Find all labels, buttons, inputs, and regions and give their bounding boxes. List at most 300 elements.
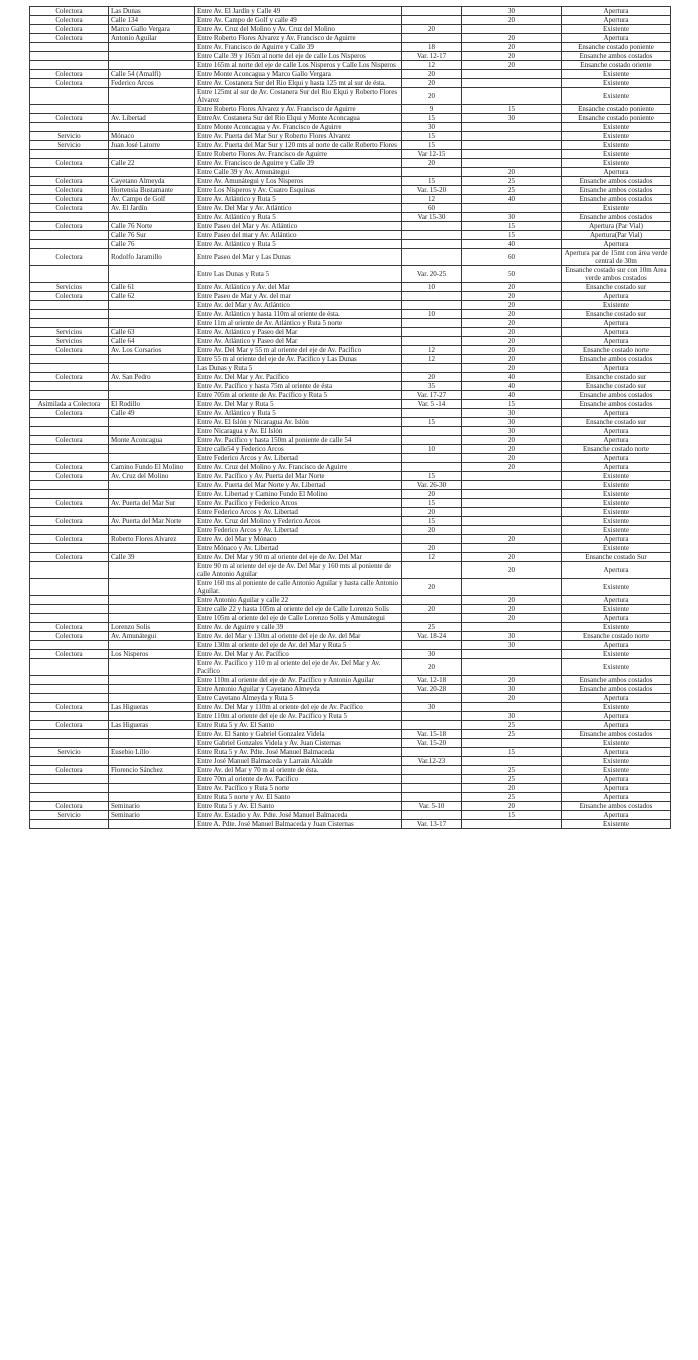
projected-width-cell: 25 — [462, 766, 562, 775]
category-cell — [30, 712, 109, 721]
category-cell: Colectora — [30, 70, 109, 79]
projected-width-cell: 20 — [462, 694, 562, 703]
street-name-cell: Seminario — [109, 802, 195, 811]
category-cell: Colectora — [30, 7, 109, 16]
projected-width-cell — [462, 757, 562, 766]
table-row — [30, 7, 671, 16]
street-name-cell — [109, 757, 195, 766]
table-row — [30, 596, 671, 605]
category-cell — [30, 364, 109, 373]
segment-cell: Entre Av. Atlántico y hasta 110m al oriente de ésta. — [195, 310, 402, 319]
table-row — [30, 659, 671, 676]
category-cell — [30, 641, 109, 650]
table-row — [30, 605, 671, 614]
projected-width-cell: 20 — [462, 283, 562, 292]
category-cell: Colectora — [30, 463, 109, 472]
street-name-cell: Los Nisperos — [109, 650, 195, 659]
status-cell: Existente — [562, 739, 671, 748]
table-row — [30, 346, 671, 355]
segment-cell: Entre Av. Atlántico y Av. del Mar — [195, 283, 402, 292]
current-width-cell — [402, 427, 462, 436]
category-cell — [30, 301, 109, 310]
current-width-cell: 25 — [402, 623, 462, 632]
table-row — [30, 364, 671, 373]
current-width-cell: 20 — [402, 25, 462, 34]
table-row — [30, 463, 671, 472]
table-row — [30, 186, 671, 195]
street-name-cell — [109, 168, 195, 177]
segment-cell: Entre Av. Pacífico y Ruta 5 norte — [195, 784, 402, 793]
segment-cell: Entre Av. Amunátegui y Los Nisperos — [195, 177, 402, 186]
table-row — [30, 195, 671, 204]
projected-width-cell: 30 — [462, 632, 562, 641]
projected-width-cell: 20 — [462, 168, 562, 177]
table-row — [30, 382, 671, 391]
street-name-cell — [109, 427, 195, 436]
segment-cell: Entre Av. Pacífico y Av. Puerta del Mar Norte — [195, 472, 402, 481]
projected-width-cell: 20 — [462, 605, 562, 614]
category-cell — [30, 213, 109, 222]
current-width-cell — [402, 168, 462, 177]
street-name-cell: Hortensia Bustamante — [109, 186, 195, 195]
projected-width-cell: 20 — [462, 562, 562, 579]
status-cell: Apertura — [562, 811, 671, 820]
category-cell — [30, 240, 109, 249]
table-row — [30, 61, 671, 70]
street-name-cell — [109, 382, 195, 391]
street-name-cell — [109, 445, 195, 454]
segment-cell: Entre Av. Atlántico y Ruta 5 — [195, 409, 402, 418]
segment-cell: Entre 125mt al sur de Av. Costanera Sur del Rio Elqui y Roberto Flores Álvarez — [195, 88, 402, 105]
segment-cell: Entre 705m al oriente de Av. Pacífico y Ruta 5 — [195, 391, 402, 400]
segment-cell: Entre Ruta 5 y Av. El Santo — [195, 802, 402, 811]
table-row — [30, 436, 671, 445]
status-cell: Apertura — [562, 328, 671, 337]
status-cell: Existente — [562, 79, 671, 88]
status-cell: Existente — [562, 605, 671, 614]
table-row — [30, 445, 671, 454]
street-name-cell: Av. Cruz del Molino — [109, 472, 195, 481]
segment-cell: Entre Av. Atlántico y Ruta 5 — [195, 213, 402, 222]
status-cell: Existente — [562, 481, 671, 490]
current-width-cell — [402, 240, 462, 249]
segment-cell: Entre Federico Arcos y Av. Libertad — [195, 454, 402, 463]
category-cell — [30, 454, 109, 463]
category-cell: Colectora — [30, 186, 109, 195]
street-name-cell — [109, 355, 195, 364]
segment-cell: Entre Av. Cruz del Molino y Federico Arcos — [195, 517, 402, 526]
projected-width-cell — [462, 490, 562, 499]
current-width-cell: 12 — [402, 61, 462, 70]
street-name-cell — [109, 481, 195, 490]
category-cell — [30, 614, 109, 623]
segment-cell: Entre Roberto Flores Alvarez y Av. Francisco de Aguirre — [195, 34, 402, 43]
table-row — [30, 328, 671, 337]
current-width-cell: 12 — [402, 553, 462, 562]
category-cell — [30, 88, 109, 105]
table-row — [30, 490, 671, 499]
street-name-cell — [109, 544, 195, 553]
street-name-cell: Calle 61 — [109, 283, 195, 292]
segment-cell: Entre Av. El Jardín y Calle 49 — [195, 7, 402, 16]
status-cell: Existente — [562, 623, 671, 632]
projected-width-cell — [462, 123, 562, 132]
segment-cell: Entre Ruta 5 y Av. El Santo — [195, 721, 402, 730]
status-cell: Existente — [562, 132, 671, 141]
current-width-cell — [402, 301, 462, 310]
status-cell: Existente — [562, 141, 671, 150]
current-width-cell — [402, 222, 462, 231]
table-row — [30, 793, 671, 802]
status-cell: Ensanche ambos costados — [562, 730, 671, 739]
category-cell: Colectora — [30, 34, 109, 43]
projected-width-cell — [462, 650, 562, 659]
status-cell: Ensanche ambos costados — [562, 400, 671, 409]
status-cell: Ensanche ambos costados — [562, 177, 671, 186]
projected-width-cell: 15 — [462, 105, 562, 114]
table-row — [30, 553, 671, 562]
segment-cell: Entre Av. de Aguirre y calle 39 — [195, 623, 402, 632]
current-width-cell — [402, 535, 462, 544]
projected-width-cell: 20 — [462, 355, 562, 364]
table-row — [30, 141, 671, 150]
category-cell — [30, 52, 109, 61]
table-row — [30, 249, 671, 266]
projected-width-cell: 40 — [462, 195, 562, 204]
street-name-cell — [109, 712, 195, 721]
projected-width-cell — [462, 517, 562, 526]
projected-width-cell: 25 — [462, 730, 562, 739]
projected-width-cell: 30 — [462, 641, 562, 650]
street-name-cell — [109, 454, 195, 463]
table-row — [30, 712, 671, 721]
street-name-cell: Av. Libertad — [109, 114, 195, 123]
status-cell: Existente — [562, 526, 671, 535]
category-cell: Colectora — [30, 623, 109, 632]
current-width-cell: 20 — [402, 70, 462, 79]
segment-cell: EntreAv. Costanera Sur del Rio Elqui y Monte Aconcagua — [195, 114, 402, 123]
projected-width-cell: 20 — [462, 328, 562, 337]
category-cell: Colectora — [30, 553, 109, 562]
street-name-cell — [109, 418, 195, 427]
status-cell: Ensanche ambos costados — [562, 685, 671, 694]
projected-width-cell: 20 — [462, 301, 562, 310]
street-name-cell — [109, 490, 195, 499]
current-width-cell: Var. 17-27 — [402, 391, 462, 400]
segment-cell: Entre Antonio Aguilar y Cayetano Almeyda — [195, 685, 402, 694]
segment-cell: Entre Av. Francisco de Aguirre y Calle 39 — [195, 159, 402, 168]
current-width-cell: Var. 5-10 — [402, 802, 462, 811]
current-width-cell — [402, 409, 462, 418]
category-cell: Colectora — [30, 25, 109, 34]
status-cell: Apertura — [562, 337, 671, 346]
street-name-cell — [109, 391, 195, 400]
table-row — [30, 775, 671, 784]
status-cell: Apertura — [562, 463, 671, 472]
current-width-cell — [402, 596, 462, 605]
segment-cell: Entre Monte Aconcagua y Av. Francisco de Aguirre — [195, 123, 402, 132]
segment-cell: Entre Av. Cruz del Molino y Av. Cruz del Molino — [195, 25, 402, 34]
category-cell: Servicio — [30, 141, 109, 150]
projected-width-cell: 20 — [462, 364, 562, 373]
projected-width-cell: 20 — [462, 16, 562, 25]
segment-cell: Entre Av. Del Mar y 110m al oriente del eje de Av. Pacífico — [195, 703, 402, 712]
segment-cell: Entre Calle 39 y 165m al norte del eje de calle Los Nisperos — [195, 52, 402, 61]
current-width-cell — [402, 712, 462, 721]
current-width-cell — [402, 16, 462, 25]
table-row — [30, 748, 671, 757]
street-name-cell: Calle 54 (Amalfi) — [109, 70, 195, 79]
street-name-cell: Calle 76 Sur — [109, 231, 195, 240]
status-cell: Existente — [562, 579, 671, 596]
projected-width-cell: 25 — [462, 177, 562, 186]
segment-cell: Entre Av. del Mar y Mónaco — [195, 535, 402, 544]
table-row — [30, 650, 671, 659]
current-width-cell: Var 12-15 — [402, 150, 462, 159]
segment-cell: Entre Av. Puerta del Mar Sur y 120 mts al norte de calle Roberto Flores — [195, 141, 402, 150]
category-cell — [30, 596, 109, 605]
current-width-cell: 12 — [402, 346, 462, 355]
status-cell: Ensanche ambos costados — [562, 213, 671, 222]
status-cell: Existente — [562, 508, 671, 517]
current-width-cell: 20 — [402, 88, 462, 105]
status-cell: Apertura — [562, 562, 671, 579]
current-width-cell: 30 — [402, 123, 462, 132]
segment-cell: Entre Av. Campo de Golf y calle 49 — [195, 16, 402, 25]
street-name-cell: Calle 76 — [109, 240, 195, 249]
street-name-cell — [109, 775, 195, 784]
current-width-cell — [402, 614, 462, 623]
status-cell: Ensanche costado Sur — [562, 553, 671, 562]
segment-cell: Las Dunas y Ruta 5 — [195, 364, 402, 373]
table-row — [30, 34, 671, 43]
current-width-cell: 20 — [402, 508, 462, 517]
current-width-cell: 12 — [402, 355, 462, 364]
category-cell — [30, 231, 109, 240]
segment-cell: Entre calle 22 y hasta 105m al oriente del eje de Calle Lorenzo Solís — [195, 605, 402, 614]
street-name-cell: Av. El Jardín — [109, 204, 195, 213]
category-cell — [30, 481, 109, 490]
projected-width-cell: 20 — [462, 310, 562, 319]
status-cell: Existente — [562, 123, 671, 132]
projected-width-cell: 20 — [462, 614, 562, 623]
category-cell — [30, 427, 109, 436]
status-cell: Apertura — [562, 614, 671, 623]
segment-cell: Entre Paseo del Mar y Av. Atlántico — [195, 222, 402, 231]
category-cell: Servicios — [30, 328, 109, 337]
projected-width-cell: 20 — [462, 784, 562, 793]
category-cell: Colectora — [30, 517, 109, 526]
current-width-cell: 30 — [402, 703, 462, 712]
table-row — [30, 703, 671, 712]
segment-cell: Entre Av. Atlántico y Paseo del Mar — [195, 337, 402, 346]
status-cell: Apertura — [562, 454, 671, 463]
projected-width-cell — [462, 159, 562, 168]
current-width-cell: Var. 12-18 — [402, 676, 462, 685]
segment-cell: Entre 55 m al oriente del eje de Av. Pacífico y Las Dunas — [195, 355, 402, 364]
street-name-cell — [109, 676, 195, 685]
projected-width-cell — [462, 739, 562, 748]
status-cell: Apertura — [562, 427, 671, 436]
table-row — [30, 562, 671, 579]
status-cell: Apertura — [562, 292, 671, 301]
segment-cell: Entre Ruta 5 norte y Av. El Santo — [195, 793, 402, 802]
street-name-cell: Av. Puerta del Mar Norte — [109, 517, 195, 526]
current-width-cell — [402, 784, 462, 793]
category-cell: Colectora — [30, 766, 109, 775]
status-cell: Apertura — [562, 364, 671, 373]
status-cell: Existente — [562, 301, 671, 310]
table-row — [30, 418, 671, 427]
status-cell: Apertura (Par Vial) — [562, 222, 671, 231]
current-width-cell — [402, 364, 462, 373]
segment-cell: Entre Las Dunas y Ruta 5 — [195, 266, 402, 283]
category-cell — [30, 382, 109, 391]
current-width-cell — [402, 34, 462, 43]
current-width-cell: Var. 13-17 — [402, 820, 462, 829]
street-name-cell: Av. San Pedro — [109, 373, 195, 382]
status-cell: Ensanche costado sur — [562, 373, 671, 382]
projected-width-cell — [462, 141, 562, 150]
category-cell — [30, 579, 109, 596]
current-width-cell: 35 — [402, 382, 462, 391]
current-width-cell: Var. 15-18 — [402, 730, 462, 739]
table-row — [30, 88, 671, 105]
status-cell: Existente — [562, 499, 671, 508]
street-name-cell: Calle 134 — [109, 16, 195, 25]
table-row — [30, 132, 671, 141]
projected-width-cell: 15 — [462, 222, 562, 231]
street-name-cell: Las Higueras — [109, 703, 195, 712]
segment-cell: Entre Av. Del Mar y Av. Atlántico — [195, 204, 402, 213]
current-width-cell: 15 — [402, 132, 462, 141]
status-cell: Apertura — [562, 596, 671, 605]
current-width-cell: 20 — [402, 526, 462, 535]
table-row — [30, 614, 671, 623]
street-name-cell — [109, 319, 195, 328]
projected-width-cell: 15 — [462, 811, 562, 820]
category-cell: Colectora — [30, 79, 109, 88]
street-name-cell: Antonio Aguilar — [109, 34, 195, 43]
status-cell: Existente — [562, 472, 671, 481]
status-cell: Existente — [562, 650, 671, 659]
projected-width-cell — [462, 508, 562, 517]
current-width-cell: 15 — [402, 472, 462, 481]
street-name-cell — [109, 52, 195, 61]
category-cell: Colectora — [30, 114, 109, 123]
status-cell: Ensanche ambos costados — [562, 52, 671, 61]
street-name-cell: Juan José Latorre — [109, 141, 195, 150]
current-width-cell: Var. 15-20 — [402, 186, 462, 195]
status-cell: Apertura — [562, 784, 671, 793]
status-cell: Ensanche ambos costados — [562, 186, 671, 195]
status-cell: Existente — [562, 70, 671, 79]
street-name-cell — [109, 526, 195, 535]
projected-width-cell: 20 — [462, 292, 562, 301]
status-cell: Ensanche ambos costados — [562, 802, 671, 811]
category-cell: Colectora — [30, 472, 109, 481]
category-cell — [30, 61, 109, 70]
projected-width-cell: 40 — [462, 240, 562, 249]
current-width-cell — [402, 748, 462, 757]
status-cell: Apertura — [562, 319, 671, 328]
segment-cell: Entre Mónaco y Av. Libertad — [195, 544, 402, 553]
current-width-cell: 15 — [402, 114, 462, 123]
table-row — [30, 177, 671, 186]
current-width-cell: 20 — [402, 579, 462, 596]
category-cell — [30, 445, 109, 454]
projected-width-cell: 30 — [462, 712, 562, 721]
current-width-cell — [402, 337, 462, 346]
status-cell: Apertura — [562, 694, 671, 703]
street-name-cell: Av. Los Corsarios — [109, 346, 195, 355]
street-name-cell — [109, 508, 195, 517]
status-cell: Apertura — [562, 748, 671, 757]
projected-width-cell: 30 — [462, 114, 562, 123]
street-name-cell — [109, 641, 195, 650]
street-name-cell: Lorenzo Solis — [109, 623, 195, 632]
projected-width-cell: 25 — [462, 186, 562, 195]
current-width-cell: Var. 18-24 — [402, 632, 462, 641]
segment-cell: Entre Calle 39 y Av. Amunátegui — [195, 168, 402, 177]
status-cell: Existente — [562, 544, 671, 553]
projected-width-cell — [462, 472, 562, 481]
projected-width-cell: 30 — [462, 685, 562, 694]
segment-cell: Entre 165m al norte del eje de calle Los Nisperos y Calle Los Nisperos — [195, 61, 402, 70]
street-name-cell: Seminario — [109, 811, 195, 820]
table-body — [30, 7, 671, 829]
projected-width-cell: 20 — [462, 596, 562, 605]
current-width-cell — [402, 562, 462, 579]
category-cell: Colectora — [30, 802, 109, 811]
status-cell: Ensanche costado poniente — [562, 43, 671, 52]
segment-cell: Entre Av. Del Mar y 55 m al oriente del eje de Av. Pacífico — [195, 346, 402, 355]
status-cell: Ensanche costado sur — [562, 283, 671, 292]
table-row — [30, 508, 671, 517]
table-row — [30, 766, 671, 775]
projected-width-cell — [462, 481, 562, 490]
segment-cell: Entre Av. Cruz del Molino y Av. Francisco de Aguirre — [195, 463, 402, 472]
projected-width-cell: 30 — [462, 7, 562, 16]
status-cell: Ensanche costado sur — [562, 382, 671, 391]
segment-cell: Entre Av. Del Mar y 90 m al oriente del eje de Av. Del Mar — [195, 553, 402, 562]
segment-cell: Entre Av. Estadio y Av. Pdte. José Manuel Balmaceda — [195, 811, 402, 820]
current-width-cell: 20 — [402, 544, 462, 553]
table-row — [30, 25, 671, 34]
projected-width-cell: 40 — [462, 382, 562, 391]
street-name-cell — [109, 596, 195, 605]
segment-cell: Entre Paseo del mar y Av. Atlántico — [195, 231, 402, 240]
current-width-cell — [402, 231, 462, 240]
table-row — [30, 454, 671, 463]
street-name-cell — [109, 605, 195, 614]
table-row — [30, 391, 671, 400]
projected-width-cell: 20 — [462, 436, 562, 445]
current-width-cell — [402, 721, 462, 730]
street-name-cell: El Rodillo — [109, 400, 195, 409]
segment-cell: Entre 130m al oriente del eje de Av. del Mar y Ruta 5 — [195, 641, 402, 650]
status-cell: Apertura — [562, 240, 671, 249]
segment-cell: Entre Av. Pacífico y hasta 150m al poniente de calle 54 — [195, 436, 402, 445]
projected-width-cell: 25 — [462, 721, 562, 730]
segment-cell: Entre Cayetano Almeyda y Ruta 5 — [195, 694, 402, 703]
current-width-cell: 10 — [402, 310, 462, 319]
projected-width-cell — [462, 499, 562, 508]
segment-cell: Entre Roberto Flores Av. Francisco de Aguirre — [195, 150, 402, 159]
current-width-cell: 9 — [402, 105, 462, 114]
status-cell: Existente — [562, 703, 671, 712]
street-name-cell: Las Dunas — [109, 7, 195, 16]
